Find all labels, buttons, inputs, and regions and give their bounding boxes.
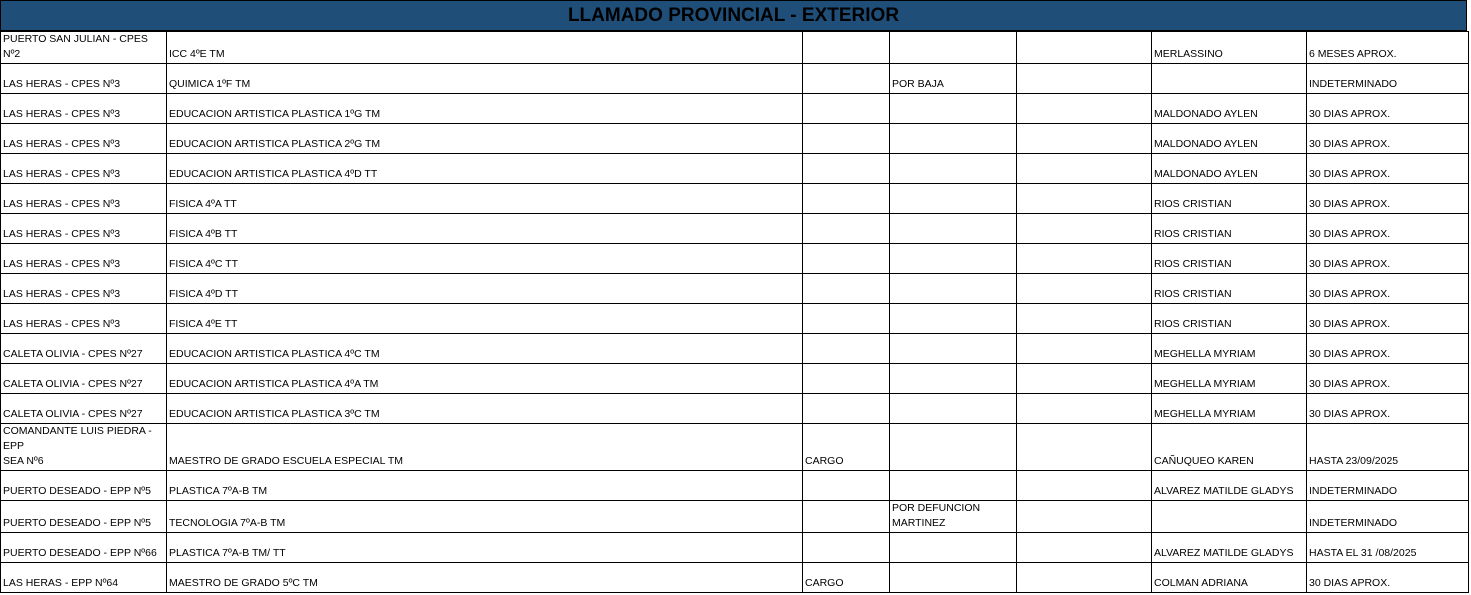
duration-cell[interactable]: 30 DIAS APROX. [1307,334,1469,364]
duration-cell[interactable]: HASTA EL 31 /08/2025 [1307,533,1469,563]
blank-cell[interactable] [1017,64,1152,94]
location-cell[interactable]: CALETA OLIVIA - CPES Nº27 [1,394,167,424]
duration-cell[interactable]: 30 DIAS APROX. [1307,274,1469,304]
reason-cell[interactable] [890,184,1017,214]
holder-cell[interactable] [1152,501,1307,533]
location-cell[interactable]: LAS HERAS - CPES Nº3 [1,184,167,214]
reason-cell[interactable] [890,563,1017,593]
duration-cell[interactable]: HASTA 23/09/2025 [1307,424,1469,471]
type-cell[interactable]: CARGO [803,563,890,593]
type-cell[interactable] [803,471,890,501]
blank-cell[interactable] [1017,424,1152,471]
reason-cell[interactable] [890,533,1017,563]
location-cell[interactable]: LAS HERAS - CPES Nº3 [1,94,167,124]
subject-cell[interactable]: FISICA 4ºE TT [167,304,803,334]
location-cell[interactable]: PUERTO DESEADO - EPP Nº66 [1,533,167,563]
subject-cell[interactable]: FISICA 4ºD TT [167,274,803,304]
subject-cell[interactable]: EDUCACION ARTISTICA PLASTICA 4ºD TT [167,154,803,184]
location-cell[interactable]: COMANDANTE LUIS PIEDRA - EPP SEA Nº6 [1,424,167,471]
duration-cell[interactable]: 6 MESES APROX. [1307,32,1469,64]
duration-cell[interactable]: 30 DIAS APROX. [1307,364,1469,394]
blank-cell[interactable] [1017,471,1152,501]
table-row [1,244,1469,274]
blank-cell[interactable] [1017,274,1152,304]
location-cell[interactable]: PUERTO DESEADO - EPP Nº5 [1,471,167,501]
duration-cell[interactable]: INDETERMINADO [1307,471,1469,501]
location-cell[interactable]: LAS HERAS - CPES Nº3 [1,304,167,334]
subject-cell[interactable]: MAESTRO DE GRADO 5ºC TM [167,563,803,593]
subject-cell[interactable]: EDUCACION ARTISTICA PLASTICA 3ºC TM [167,394,803,424]
subject-cell[interactable]: EDUCACION ARTISTICA PLASTICA 4ºC TM [167,334,803,364]
blank-cell[interactable] [1017,501,1152,533]
table-body [1,32,1469,593]
table-row [1,304,1469,334]
table-row [1,32,1469,64]
holder-cell[interactable]: CAÑUQUEO KAREN [1152,424,1307,471]
duration-cell[interactable]: 30 DIAS APROX. [1307,154,1469,184]
type-cell[interactable] [803,244,890,274]
blank-cell[interactable] [1017,244,1152,274]
reason-cell[interactable] [890,394,1017,424]
location-cell[interactable]: LAS HERAS - CPES Nº3 [1,274,167,304]
holder-cell[interactable]: MEGHELLA MYRIAM [1152,364,1307,394]
table-row [1,154,1469,184]
type-cell[interactable] [803,274,890,304]
holder-cell[interactable]: RIOS CRISTIAN [1152,214,1307,244]
duration-cell[interactable]: 30 DIAS APROX. [1307,394,1469,424]
reason-cell[interactable] [890,334,1017,364]
table-row [1,124,1469,154]
table-row [1,274,1469,304]
holder-cell[interactable]: MEGHELLA MYRIAM [1152,334,1307,364]
subject-cell[interactable]: FISICA 4ºB TT [167,214,803,244]
duration-cell[interactable]: INDETERMINADO [1307,64,1469,94]
duration-cell[interactable]: 30 DIAS APROX. [1307,563,1469,593]
subject-cell[interactable]: PLASTICA 7ºA-B TM/ TT [167,533,803,563]
reason-cell[interactable] [890,274,1017,304]
blank-cell[interactable] [1017,94,1152,124]
duration-cell[interactable]: 30 DIAS APROX. [1307,184,1469,214]
duration-cell[interactable]: 30 DIAS APROX. [1307,214,1469,244]
table-row [1,214,1469,244]
subject-cell[interactable]: FISICA 4ºC TT [167,244,803,274]
table-row [1,64,1469,94]
blank-cell[interactable] [1017,214,1152,244]
holder-cell[interactable] [1152,64,1307,94]
reason-cell[interactable] [890,424,1017,471]
reason-cell[interactable] [890,364,1017,394]
subject-cell[interactable]: EDUCACION ARTISTICA PLASTICA 4ºA TM [167,364,803,394]
reason-cell[interactable] [890,94,1017,124]
duration-cell[interactable]: INDETERMINADO [1307,501,1469,533]
subject-cell[interactable]: EDUCACION ARTISTICA PLASTICA 1ºG TM [167,94,803,124]
holder-cell[interactable]: MEGHELLA MYRIAM [1152,394,1307,424]
reason-cell[interactable] [890,124,1017,154]
reason-cell[interactable]: POR BAJA [890,64,1017,94]
table-row [1,424,1469,471]
holder-cell[interactable]: RIOS CRISTIAN [1152,274,1307,304]
holder-cell[interactable]: MALDONADO AYLEN [1152,94,1307,124]
blank-cell[interactable] [1017,304,1152,334]
holder-cell[interactable]: MALDONADO AYLEN [1152,124,1307,154]
type-cell[interactable] [803,154,890,184]
blank-cell[interactable] [1017,563,1152,593]
type-cell[interactable] [803,184,890,214]
table-row [1,364,1469,394]
type-cell[interactable]: CARGO [803,424,890,471]
blank-cell[interactable] [1017,533,1152,563]
reason-cell[interactable]: POR DEFUNCION MARTINEZ [890,501,1017,533]
location-cell[interactable]: PUERTO DESEADO - EPP Nº5 [1,501,167,533]
reason-cell[interactable] [890,32,1017,64]
type-cell[interactable] [803,394,890,424]
blank-cell[interactable] [1017,124,1152,154]
type-cell[interactable] [803,501,890,533]
subject-cell[interactable]: ICC 4ºE TM [167,32,803,64]
blank-cell[interactable] [1017,32,1152,64]
data-table [0,31,1469,593]
holder-cell[interactable]: ALVAREZ MATILDE GLADYS [1152,471,1307,501]
location-cell[interactable]: LAS HERAS - EPP Nº64 [1,563,167,593]
duration-cell[interactable]: 30 DIAS APROX. [1307,94,1469,124]
location-cell[interactable]: LAS HERAS - CPES Nº3 [1,244,167,274]
type-cell[interactable] [803,364,890,394]
reason-cell[interactable] [890,154,1017,184]
type-cell[interactable] [803,64,890,94]
table-row [1,184,1469,214]
subject-cell[interactable]: EDUCACION ARTISTICA PLASTICA 2ºG TM [167,124,803,154]
location-cell[interactable]: CALETA OLIVIA - CPES Nº27 [1,334,167,364]
type-cell[interactable] [803,124,890,154]
blank-cell[interactable] [1017,154,1152,184]
location-cell[interactable]: CALETA OLIVIA - CPES Nº27 [1,364,167,394]
location-cell[interactable]: LAS HERAS - CPES Nº3 [1,64,167,94]
holder-cell[interactable]: MALDONADO AYLEN [1152,154,1307,184]
type-cell[interactable] [803,334,890,364]
blank-cell[interactable] [1017,184,1152,214]
subject-cell[interactable]: QUIMICA 1ºF TM [167,64,803,94]
type-cell[interactable] [803,214,890,244]
sheet-title: LLAMADO PROVINCIAL - EXTERIOR [0,0,1467,31]
location-cell[interactable]: LAS HERAS - CPES Nº3 [1,154,167,184]
duration-cell[interactable]: 30 DIAS APROX. [1307,124,1469,154]
table-row [1,533,1469,563]
location-cell[interactable]: LAS HERAS - CPES Nº3 [1,124,167,154]
table-row [1,471,1469,501]
blank-cell[interactable] [1017,334,1152,364]
blank-cell[interactable] [1017,364,1152,394]
subject-cell[interactable]: MAESTRO DE GRADO ESCUELA ESPECIAL TM [167,424,803,471]
subject-cell[interactable]: PLASTICA 7ºA-B TM [167,471,803,501]
duration-cell[interactable]: 30 DIAS APROX. [1307,304,1469,334]
reason-cell[interactable] [890,304,1017,334]
reason-cell[interactable] [890,244,1017,274]
type-cell[interactable] [803,304,890,334]
table-row [1,334,1469,364]
subject-cell[interactable]: TECNOLOGIA 7ºA-B TM [167,501,803,533]
table-row [1,394,1469,424]
holder-cell[interactable]: RIOS CRISTIAN [1152,244,1307,274]
type-cell[interactable] [803,533,890,563]
location-cell[interactable]: LAS HERAS - CPES Nº3 [1,214,167,244]
location-cell[interactable]: PUERTO SAN JULIAN - CPES Nº2 [1,32,167,64]
holder-cell[interactable]: RIOS CRISTIAN [1152,184,1307,214]
type-cell[interactable] [803,94,890,124]
holder-cell[interactable]: RIOS CRISTIAN [1152,304,1307,334]
reason-cell[interactable] [890,214,1017,244]
holder-cell[interactable]: MERLASSINO [1152,32,1307,64]
subject-cell[interactable]: FISICA 4ºA TT [167,184,803,214]
table-row [1,501,1469,533]
blank-cell[interactable] [1017,394,1152,424]
reason-cell[interactable] [890,471,1017,501]
table-row [1,94,1469,124]
holder-cell[interactable]: ALVAREZ MATILDE GLADYS [1152,533,1307,563]
table-row [1,563,1469,593]
type-cell[interactable] [803,32,890,64]
holder-cell[interactable]: COLMAN ADRIANA [1152,563,1307,593]
duration-cell[interactable]: 30 DIAS APROX. [1307,244,1469,274]
